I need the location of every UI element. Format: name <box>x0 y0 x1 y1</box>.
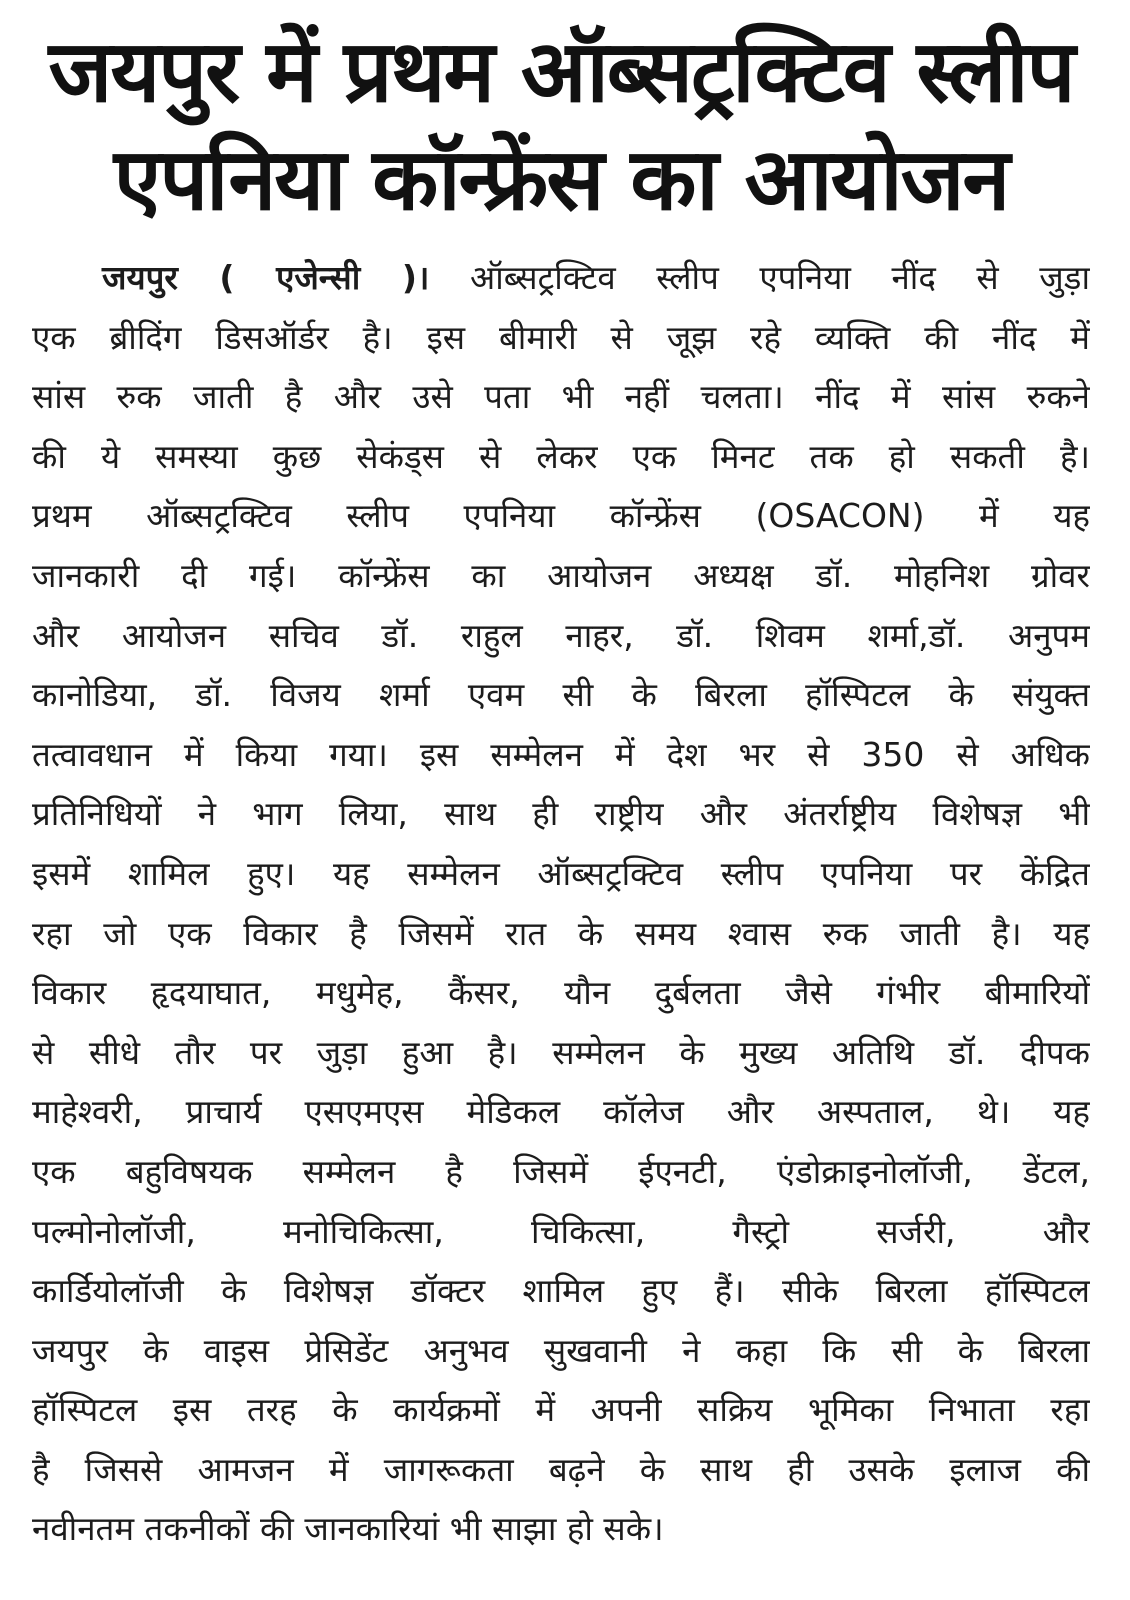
article-line: माहेश्वरी, प्राचार्य एसएमएस मेडिकल कॉलेज और अस्पताल, थे। यह <box>32 1092 1090 1132</box>
article-line: नवीनतम तकनीकों की जानकारियां भी साझा हो सके। <box>32 1509 664 1549</box>
article-line: इसमें शामिल हुए। यह सम्मेलन ऑब्सट्रक्टिव स्लीप एपनिया पर केंद्रित <box>32 853 1090 893</box>
article-body <box>32 248 1090 1559</box>
article-line: की ये समस्या कुछ सेकंड्स से लेकर एक मिनट तक हो सकती है। <box>32 436 1090 476</box>
article-line: से सीधे तौर पर जुड़ा हुआ है। सम्मेलन के मुख्य अतिथि डॉ. दीपक <box>32 1032 1090 1072</box>
headline <box>32 18 1090 234</box>
article-line: है जिससे आमजन में जागरूकता बढ़ने के साथ ही उसके इलाज की <box>32 1449 1090 1489</box>
headline-line-1: जयपुर में प्रथम ऑब्सट्रक्टिव स्लीप <box>48 22 1074 122</box>
article-line: रहा जो एक विकार है जिसमें रात के समय श्वास रुक जाती है। यह <box>32 913 1090 953</box>
dateline: जयपुर ( एजेन्सी )। <box>102 258 430 297</box>
article-line: प्रतिनिधियों ने भाग लिया, साथ ही राष्ट्रीय और अंतर्राष्ट्रीय विशेषज्ञ भी <box>32 794 1090 834</box>
article-line: कानोडिया, डॉ. विजय शर्मा एवम सी के बिरला हॉस्पिटल के संयुक्त <box>32 675 1090 715</box>
article-line: एक ब्रीदिंग डिसऑर्डर है। इस बीमारी से जूझ रहे व्यक्ति की नींद में <box>32 317 1090 357</box>
article-line: जयपुर के वाइस प्रेसिडेंट अनुभव सुखवानी ने कहा कि सी के बिरला <box>32 1330 1090 1370</box>
article-line: प्रथम ऑब्सट्रक्टिव स्लीप एपनिया कॉन्फ्रेंस (OSACON) में यह <box>32 496 1090 536</box>
article-line: जानकारी दी गई। कॉन्फ्रेंस का आयोजन अध्यक्ष डॉ. मोहनिश ग्रोवर <box>32 555 1090 595</box>
article-line <box>32 248 1090 308</box>
article-line: और आयोजन सचिव डॉ. राहुल नाहर, डॉ. शिवम शर्मा,डॉ. अनुपम <box>32 615 1090 655</box>
headline-line-2: एपनिया कॉन्फ्रेंस का आयोजन <box>113 130 1009 230</box>
article-line: विकार हृदयाघात, मधुमेह, कैंसर, यौन दुर्बलता जैसे गंभीर बीमारियों <box>32 973 1090 1013</box>
article-line: एक बहुविषयक सम्मेलन है जिसमें ईएनटी, एंडोक्राइनोलॉजी, डेंटल, <box>32 1151 1090 1191</box>
article-line: हॉस्पिटल इस तरह के कार्यक्रमों में अपनी सक्रिय भूमिका निभाता रहा <box>32 1390 1090 1430</box>
article-line: तत्वावधान में किया गया। इस सम्मेलन में देश भर से 350 से अधिक <box>32 734 1090 774</box>
article-line: कार्डियोलॉजी के विशेषज्ञ डॉक्टर शामिल हुए हैं। सीके बिरला हॉस्पिटल <box>32 1271 1090 1311</box>
article-line: पल्मोनोलॉजी, मनोचिकित्सा, चिकित्सा, गैस्ट्रो सर्जरी, और <box>32 1211 1090 1251</box>
article-line: सांस रुक जाती है और उसे पता भी नहीं चलता। नींद में सांस रुकने <box>32 377 1090 417</box>
article-line-text: ऑब्सट्रक्टिव स्लीप एपनिया नींद से जुड़ा <box>429 258 1090 297</box>
